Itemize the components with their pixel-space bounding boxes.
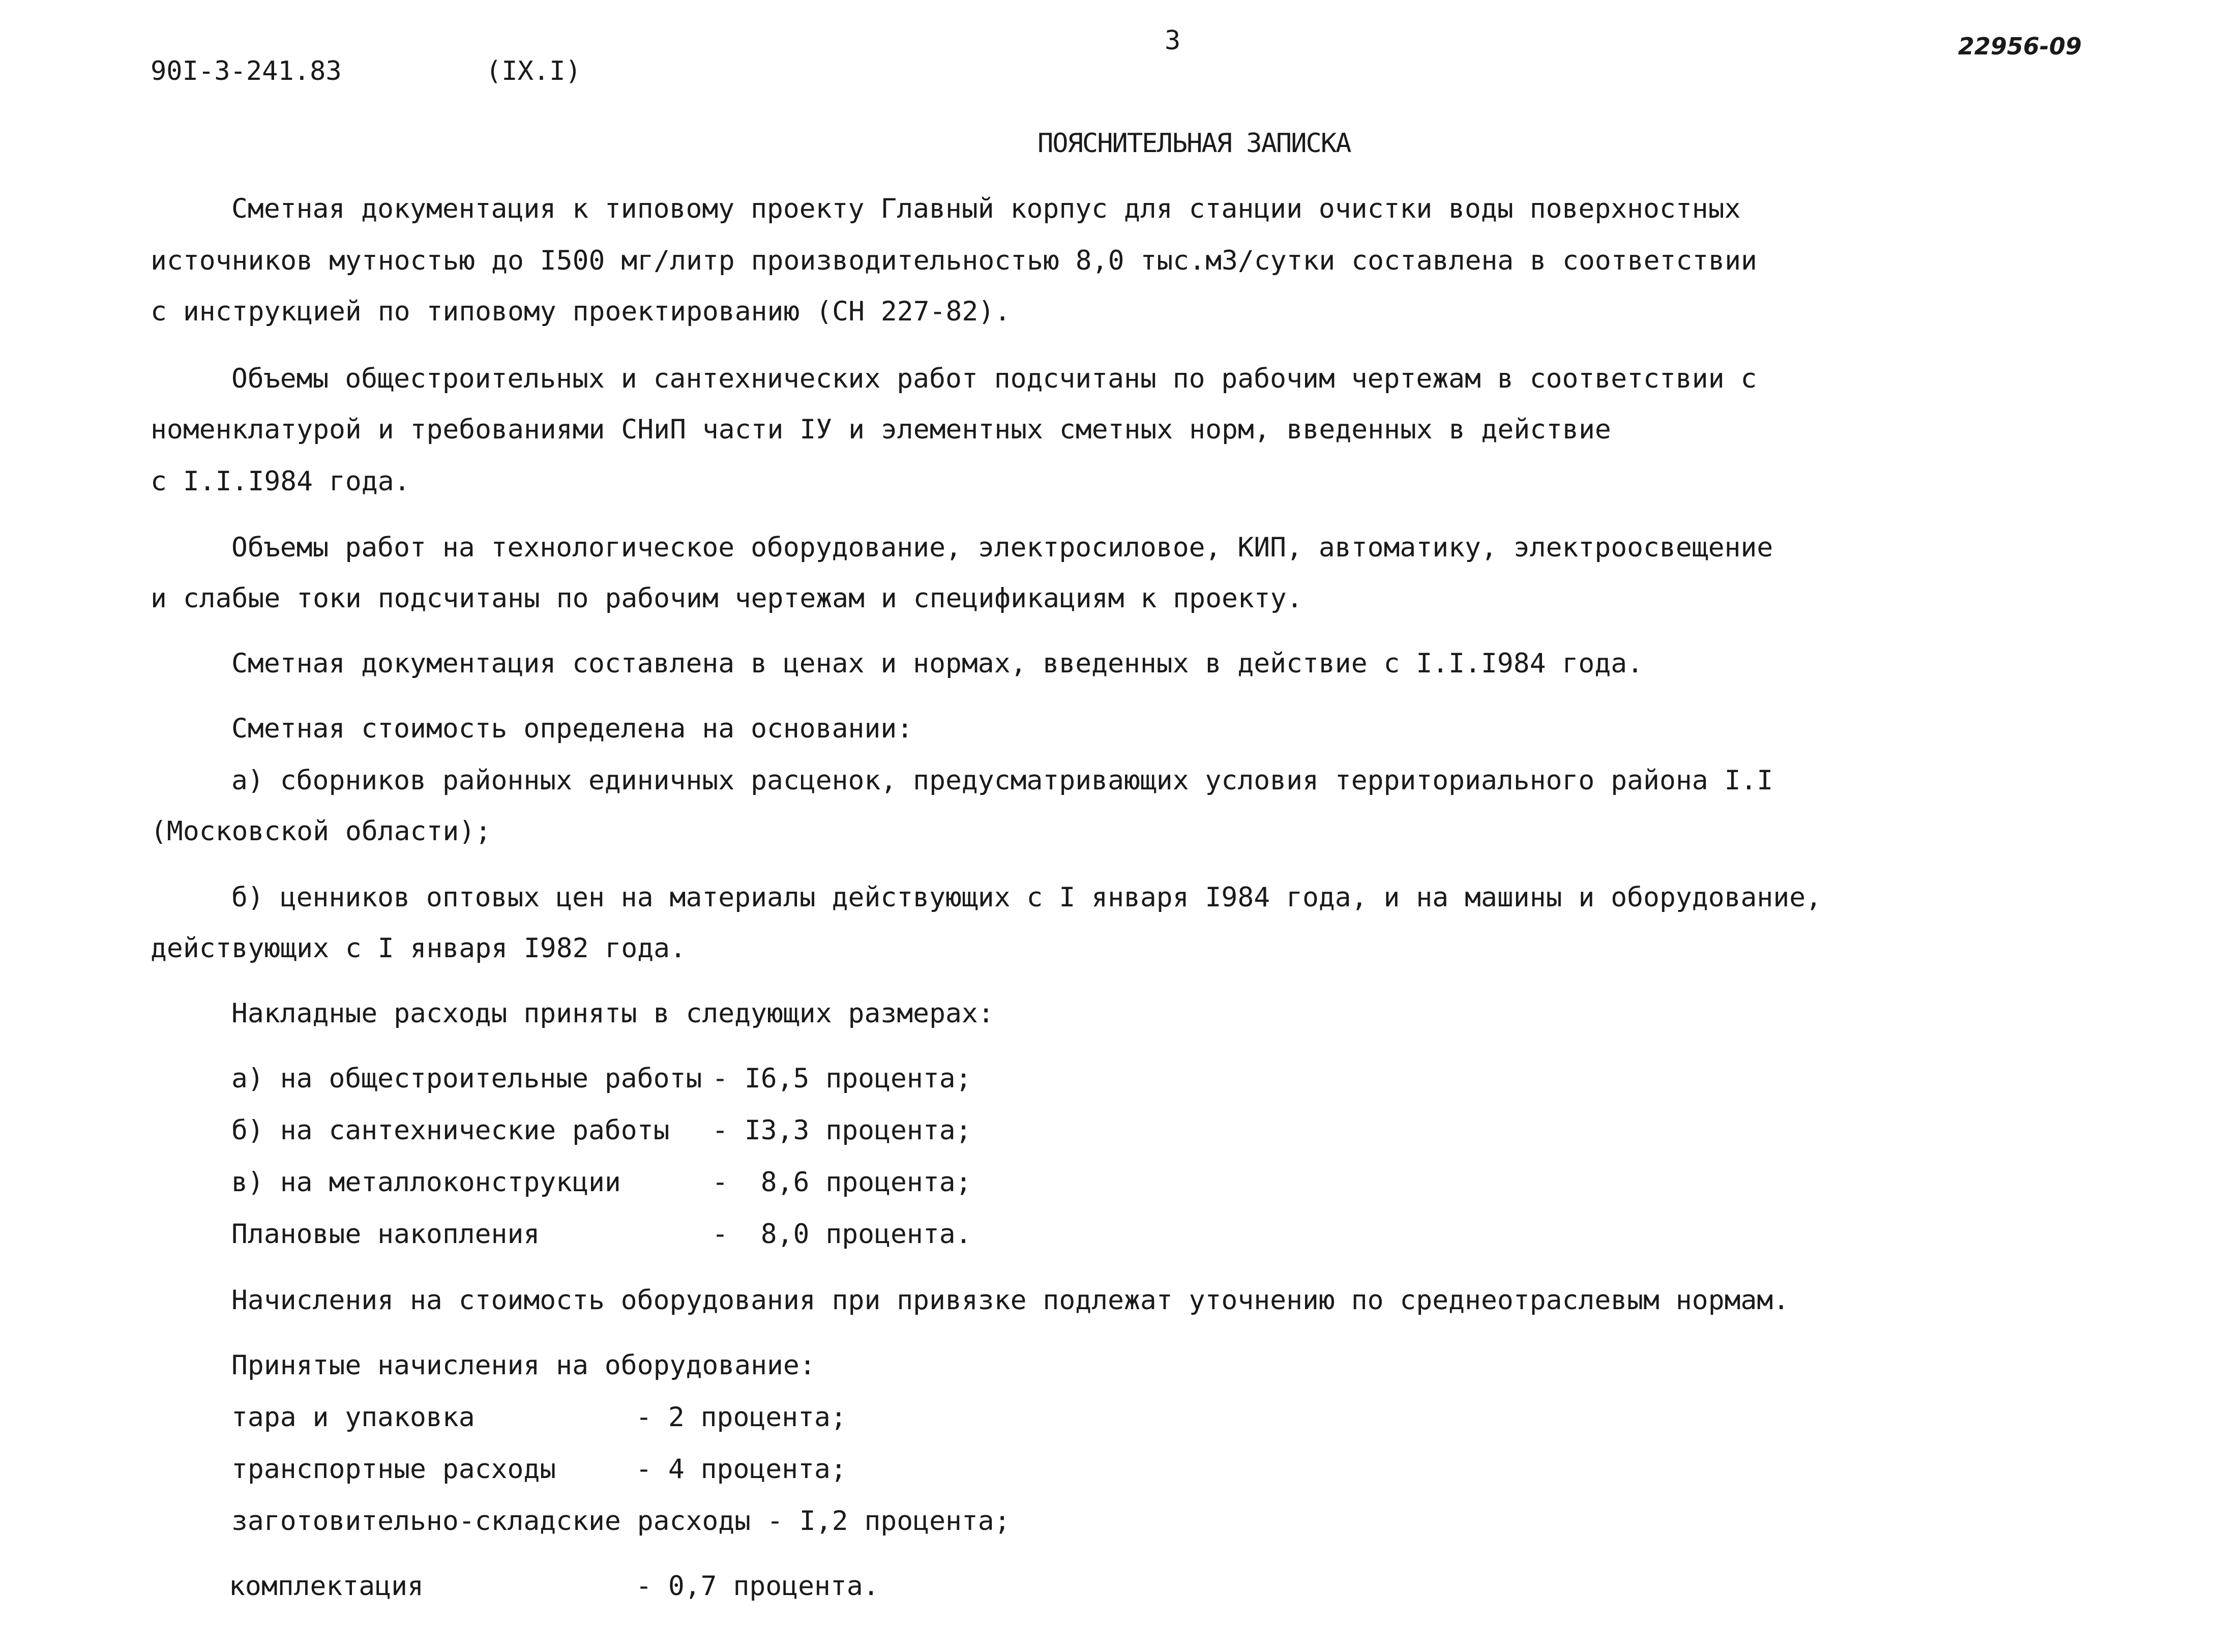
equipment-value: - 2 процента; <box>636 1402 847 1433</box>
equipment-value: - 4 процента; <box>636 1454 847 1485</box>
paragraph-line: с I.I.I984 года. <box>151 466 410 497</box>
equipment-value: - 0,7 процента. <box>636 1571 879 1602</box>
paragraph-line: Сметная документация к типовому проекту Главный корпус для станции очистки воды поверхностных <box>231 193 1741 224</box>
paragraph-line: с инструкцией по типовому проектированию (СН 227-82). <box>151 296 1011 327</box>
paragraph-line: Объемы работ на технологическое оборудование, электросиловое, КИП, автоматику, электроосвещение <box>231 532 1773 563</box>
overhead-label: Плановые накопления <box>231 1219 540 1250</box>
paragraph-line: Принятые начисления на оборудование: <box>231 1350 816 1381</box>
page-number: 3 <box>1165 25 1181 56</box>
overhead-label: а) на общестроительные работы <box>231 1063 702 1094</box>
equipment-label: тара и упаковка <box>231 1402 475 1433</box>
paragraph-line: Начисления на стоимость оборудования при привязке подлежат уточнению по среднеотраслевым нормам. <box>231 1285 1790 1316</box>
paragraph-line: Накладные расходы приняты в следующих размерах: <box>231 998 994 1029</box>
list-item: а) сборников районных единичных расценок, предусматривающих условия территориального района I.I <box>231 765 1773 796</box>
equipment-label: транспортные расходы <box>231 1454 556 1485</box>
overhead-label: б) на сантехнические работы <box>231 1115 670 1146</box>
equipment-label: комплектация <box>229 1571 424 1602</box>
paragraph-line: и слабые токи подсчитаны по рабочим чертежам и спецификациям к проекту. <box>151 583 1303 614</box>
overhead-value: - I6,5 процента; <box>712 1063 972 1094</box>
page-title: ПОЯСНИТЕЛЬНАЯ ЗАПИСКА <box>1038 128 1351 159</box>
sheet-reference: (IX.I) <box>486 56 581 86</box>
overhead-value: - 8,6 процента; <box>712 1167 972 1198</box>
equipment-storage: заготовительно-складские расходы - I,2 процента; <box>231 1506 1011 1537</box>
paragraph-line: Объемы общестроительных и сантехнических работ подсчитаны по рабочим чертежам в соответствии с <box>231 363 1757 394</box>
list-item: (Московской области); <box>151 816 492 847</box>
paragraph-line: источников мутностью до I500 мг/литр производительностью 8,0 тыс.м3/сутки составлена в соответствии <box>151 245 1757 276</box>
paragraph-line: Сметная стоимость определена на основании: <box>231 713 913 744</box>
archive-number: 22956-09 <box>1958 33 2082 60</box>
list-item: б) ценников оптовых цен на материалы действующих с I января I984 года, и на машины и оборудование, <box>231 882 1822 913</box>
overhead-value: - 8,0 процента. <box>712 1219 972 1250</box>
document-code: 90I-3-241.83 <box>151 56 342 86</box>
list-item: действующих с I января I982 года. <box>151 933 686 964</box>
overhead-value: - I3,3 процента; <box>712 1115 972 1146</box>
overhead-label: в) на металлоконструкции <box>231 1167 621 1198</box>
paragraph-line: Сметная документация составлена в ценах и нормах, введенных в действие с I.I.I984 года. <box>231 648 1644 679</box>
paragraph-line: номенклатурой и требованиями СНиП части IУ и элементных сметных норм, введенных в действие <box>151 414 1611 445</box>
